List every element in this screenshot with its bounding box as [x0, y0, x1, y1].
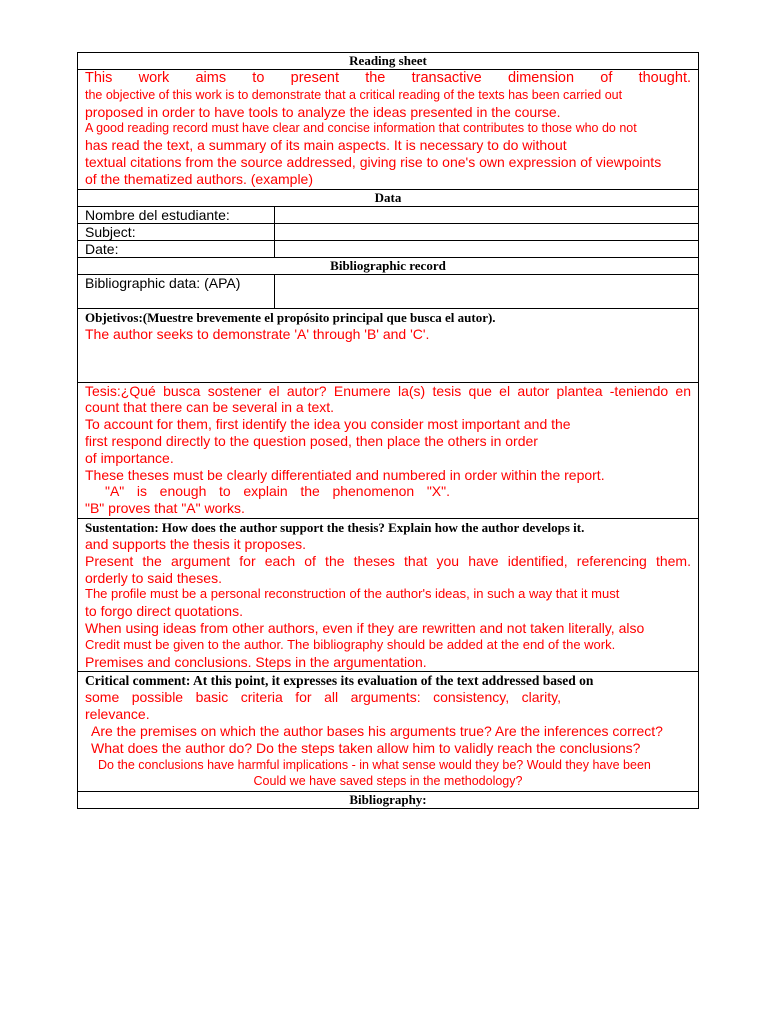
- objetivos-cell: [78, 308, 699, 382]
- description-line: textual citations from the source addressed, giving rise to one's own expression of viewpoints: [85, 153, 662, 170]
- tesis-line: first respond directly to the question posed, then place the others in order: [85, 432, 538, 449]
- critical-comment-heading: Critical comment: At this point, it expresses its evaluation of the text addressed based on: [85, 673, 594, 689]
- tesis-line: count that there can be several in a text.: [85, 399, 335, 416]
- description-line: the objective of this work is to demonstrate that a critical reading of the texts has been carried out: [85, 87, 623, 102]
- critical-comment-line: Could we have saved steps in the methodology?: [253, 774, 523, 789]
- subject-field[interactable]: [274, 223, 698, 240]
- date-row: [78, 240, 699, 257]
- critical-comment-line: some possible basic criteria for all arguments: consistency, clarity,: [85, 689, 561, 706]
- critical-comment-line: Are the premises on which the author bases his arguments true? Are the inferences correct?: [91, 722, 663, 739]
- tesis-cell: [78, 382, 699, 518]
- tesis-example-a-wrap: [85, 483, 450, 500]
- bibliographic-data-field[interactable]: [274, 274, 698, 308]
- description-line: A good reading record must have clear and concise information that contributes to those who do not: [85, 121, 637, 136]
- bibliographic-record-title: Bibliographic record: [78, 257, 699, 274]
- subject-label: Subject:: [78, 223, 275, 240]
- sustentation-heading: Sustentation: How does the author support the thesis? Explain how the author develops it.: [85, 519, 585, 535]
- sustentation-line: and supports the thesis it proposes.: [85, 535, 307, 552]
- sustentation-line: Premises and conclusions. Steps in the argumentation.: [85, 653, 427, 670]
- sustentation-cell: [78, 518, 699, 671]
- student-name-field[interactable]: [274, 206, 698, 223]
- tesis-line: Tesis:¿Qué busca sostener el autor? Enumere la(s) tesis que el autor plantea -teniendo en: [85, 382, 691, 399]
- data-title-row: [78, 189, 699, 206]
- tesis-line: of importance.: [85, 449, 174, 466]
- reading-sheet-table: [77, 52, 699, 809]
- critical-criteria-wrap: [85, 689, 561, 706]
- sustentation-line: When using ideas from other authors, even if they are rewritten and not taken literally, also: [85, 619, 645, 636]
- critical-comment-line: What does the author do? Do the steps taken allow him to validly reach the conclusions?: [91, 739, 641, 756]
- date-label: Date:: [78, 240, 275, 257]
- reading-sheet-description-row: [78, 70, 699, 190]
- objetivos-row: [78, 308, 699, 382]
- tesis-example-a: "A" is enough to explain the phenomenon "X".: [105, 483, 450, 500]
- tesis-example-b: "B" proves that "A" works.: [85, 500, 245, 517]
- tesis-row: [78, 382, 699, 518]
- tesis-line: To account for them, first identify the idea you consider most important and the: [85, 416, 571, 433]
- bibliographic-data-row: [78, 274, 699, 308]
- sustentation-line: Credit must be given to the author. The bibliography should be added at the end of the work.: [85, 636, 616, 652]
- bibliographic-data-label: Bibliographic data: (APA): [78, 274, 275, 308]
- objetivos-text: The author seeks to demonstrate 'A' through 'B' and 'C'.: [85, 325, 430, 342]
- reading-sheet-title-row: [78, 53, 699, 70]
- sustentation-line: to forgo direct quotations.: [85, 603, 243, 620]
- data-section-title: Data: [78, 189, 699, 206]
- sustentation-line: orderly to said theses.: [85, 569, 222, 586]
- sustentation-line: Present the argument for each of the theses that you have identified, referencing them.: [85, 552, 691, 569]
- tesis-line: These theses must be clearly differentiated and numbered in order within the report.: [85, 466, 605, 483]
- critical-comment-line: relevance.: [85, 706, 150, 723]
- student-name-row: [78, 206, 699, 223]
- reading-sheet-title: Reading sheet: [78, 53, 699, 70]
- description-line: proposed in order to have tools to analyze the ideas presented in the course.: [85, 103, 561, 120]
- description-line: of the thematized authors. (example): [85, 170, 314, 187]
- critical-comment-cell: [78, 672, 699, 792]
- reading-sheet-description: [78, 70, 699, 190]
- date-field[interactable]: [274, 240, 698, 257]
- critical-comment-row: [78, 672, 699, 792]
- critical-comment-line: Do the conclusions have harmful implications - in what sense would they be? Would they have been: [98, 757, 651, 772]
- sustentation-line: The profile must be a personal reconstruction of the author's ideas, in such a way that it must: [85, 586, 620, 602]
- description-line: has read the text, a summary of its main aspects. It is necessary to do without: [85, 137, 567, 154]
- sustentation-row: [78, 518, 699, 671]
- description-line: This work aims to present the transactive dimension of thought.: [85, 70, 691, 86]
- bibliography-row: [78, 792, 699, 809]
- bibliographic-record-title-row: [78, 257, 699, 274]
- subject-row: [78, 223, 699, 240]
- objetivos-heading: Objetivos:(Muestre brevemente el propósito principal que busca el autor).: [85, 309, 496, 325]
- bibliography-title: Bibliography:: [78, 792, 699, 809]
- student-name-label: Nombre del estudiante:: [78, 206, 275, 223]
